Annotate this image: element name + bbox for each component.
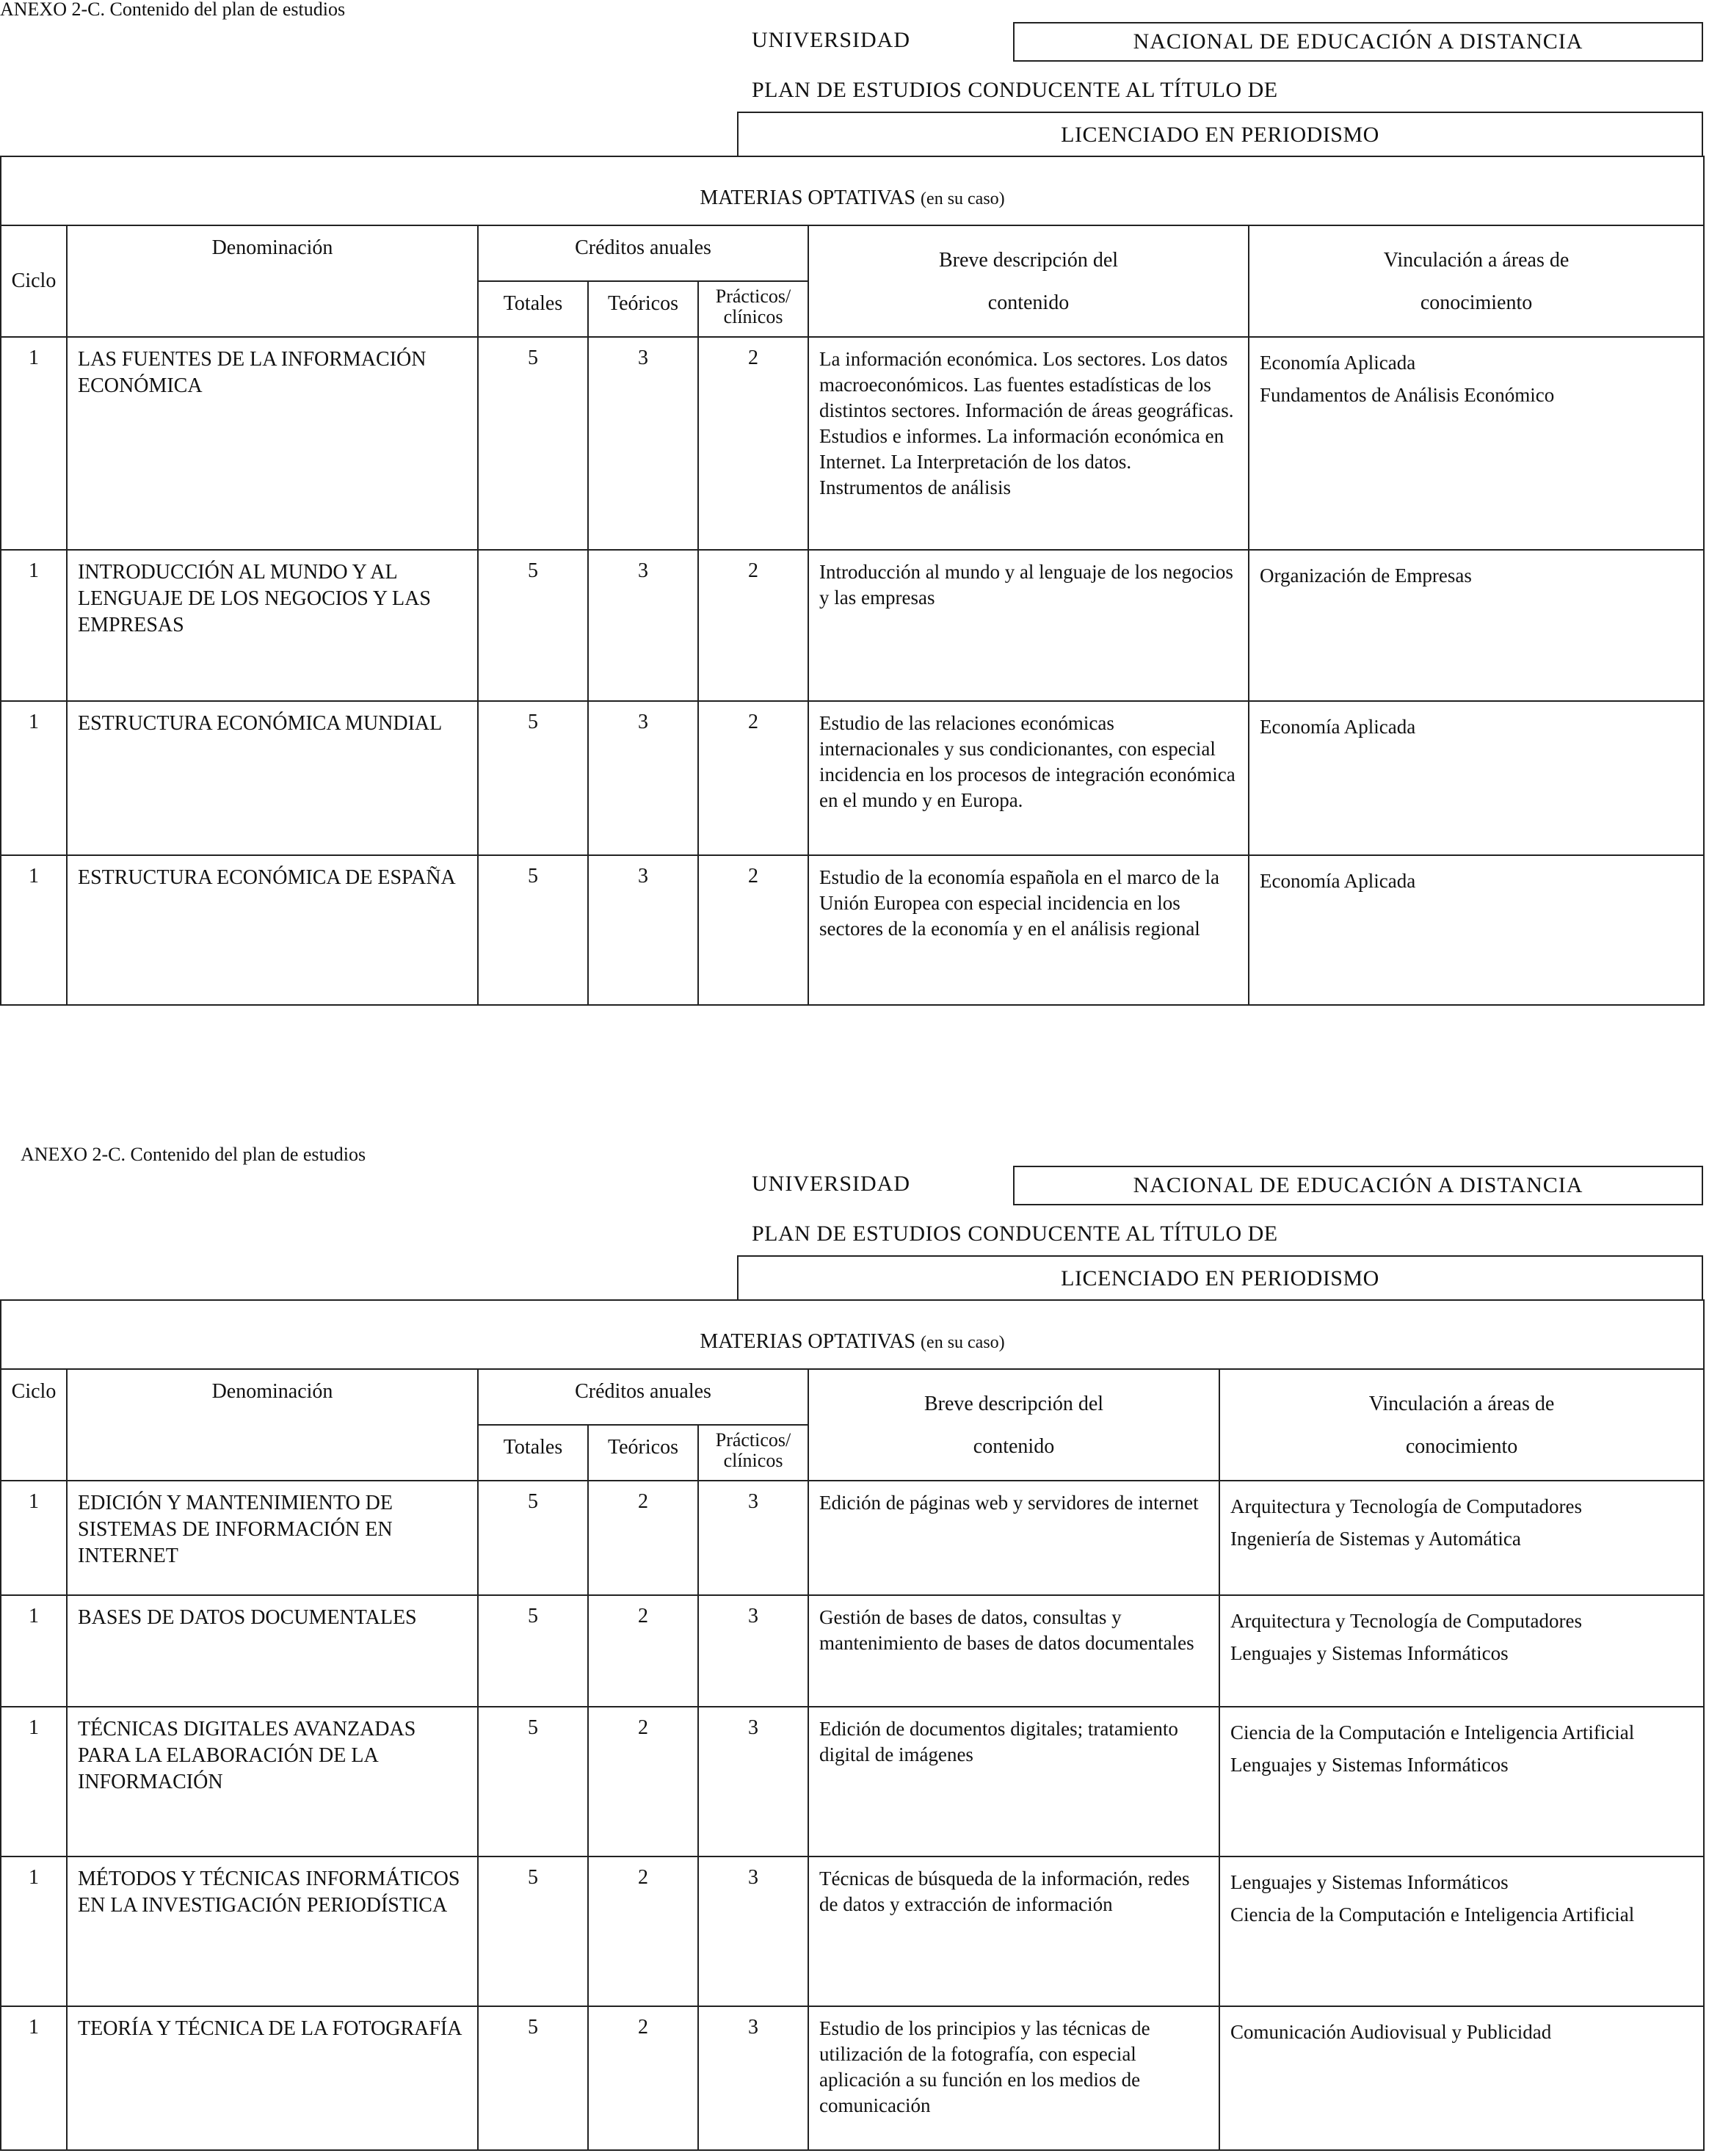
cell-descripcion: La información económica. Los sectores. Los datos macroeconómicos. Las fuentes estadísticas de los distintos sectores. Información de áreas geográficas. Estudios e informes. La información económica en Internet. La Interpretación de los datos. Instrumentos de análisis — [808, 337, 1249, 550]
cell-denominacion: ESTRUCTURA ECONÓMICA MUNDIAL — [67, 701, 478, 855]
cell-practicos: 3 — [698, 1481, 808, 1595]
cell-descripcion: Gestión de bases de datos, consultas y mantenimiento de bases de datos documentales — [808, 1595, 1219, 1707]
header-descripcion — [808, 225, 1249, 337]
header-vinculacion — [1219, 1369, 1704, 1481]
cell-ciclo: 1 — [1, 337, 67, 550]
cell-totales: 5 — [478, 701, 588, 855]
header-practicos — [698, 281, 808, 337]
materias-table — [0, 1299, 1705, 2151]
area-item: Economía Aplicada — [1260, 870, 1416, 892]
universidad-label: UNIVERSIDAD — [752, 28, 910, 52]
plan-section-2 — [0, 1144, 1709, 2156]
cell-practicos: 2 — [698, 855, 808, 1005]
table-row — [1, 701, 1704, 855]
cell-areas — [1219, 1595, 1704, 1707]
cell-areas — [1249, 550, 1704, 701]
header-creditos — [478, 225, 808, 281]
cell-practicos: 3 — [698, 2006, 808, 2150]
header-totales — [478, 1425, 588, 1481]
area-item: Ingeniería de Sistemas y Automática — [1230, 1528, 1521, 1550]
header-teoricos-text: Teóricos — [607, 1436, 678, 1459]
cell-denominacion: LAS FUENTES DE LA INFORMACIÓN ECONÓMICA — [67, 337, 478, 550]
cell-ciclo: 1 — [1, 1856, 67, 2006]
anexo-title: ANEXO 2-C. Contenido del plan de estudios — [21, 1144, 366, 1165]
cell-totales: 5 — [478, 2006, 588, 2150]
area-item: Lenguajes y Sistemas Informáticos — [1230, 1754, 1509, 1776]
header-ciclo — [1, 1369, 67, 1481]
titulo-box: LICENCIADO EN PERIODISMO — [737, 112, 1703, 156]
plan-section-1 — [0, 0, 1709, 1028]
header-descripcion — [808, 1369, 1219, 1481]
header-denominacion — [67, 225, 478, 337]
header-practicos — [698, 1425, 808, 1481]
cell-teoricos: 2 — [588, 1595, 698, 1707]
cell-teoricos: 2 — [588, 2006, 698, 2150]
area-item: Fundamentos de Análisis Económico — [1260, 384, 1555, 406]
universidad-label: UNIVERSIDAD — [752, 1172, 910, 1196]
cell-teoricos: 2 — [588, 1707, 698, 1856]
header-creditos-text: Créditos anuales — [575, 1380, 711, 1403]
area-item: Organización de Empresas — [1260, 565, 1472, 587]
cell-ciclo: 1 — [1, 1707, 67, 1856]
cell-descripcion: Introducción al mundo y al lenguaje de los negocios y las empresas — [808, 550, 1249, 701]
header-totales — [478, 281, 588, 337]
cell-ciclo: 1 — [1, 550, 67, 701]
cell-denominacion: TEORÍA Y TÉCNICA DE LA FOTOGRAFÍA — [67, 2006, 478, 2150]
cell-areas — [1249, 855, 1704, 1005]
header-vinculacion — [1249, 225, 1704, 337]
area-item: Arquitectura y Tecnología de Computadores — [1230, 1495, 1582, 1517]
area-item: Lenguajes y Sistemas Informáticos — [1230, 1871, 1509, 1893]
header-denominacion-text: Denominación — [211, 1380, 333, 1403]
table-row — [1, 1707, 1704, 1856]
cell-totales: 5 — [478, 1481, 588, 1595]
cell-practicos: 2 — [698, 701, 808, 855]
universidad-box: NACIONAL DE EDUCACIÓN A DISTANCIA — [1013, 22, 1703, 62]
cell-teoricos: 3 — [588, 855, 698, 1005]
area-item: Lenguajes y Sistemas Informáticos — [1230, 1642, 1509, 1664]
table-title-text: MATERIAS OPTATIVAS — [700, 186, 916, 209]
cell-teoricos: 3 — [588, 550, 698, 701]
cell-denominacion: INTRODUCCIÓN AL MUNDO Y AL LENGUAJE DE LOS NEGOCIOS Y LAS EMPRESAS — [67, 550, 478, 701]
universidad-box: NACIONAL DE EDUCACIÓN A DISTANCIA — [1013, 1166, 1703, 1205]
anexo-title: ANEXO 2-C. Contenido del plan de estudios — [0, 0, 346, 20]
area-item: Arquitectura y Tecnología de Computadores — [1230, 1610, 1582, 1632]
cell-practicos: 3 — [698, 1595, 808, 1707]
cell-ciclo: 1 — [1, 1481, 67, 1595]
header-practicos-text: Prácticos/ clínicos — [715, 1429, 791, 1471]
table-title-text: MATERIAS OPTATIVAS — [700, 1330, 916, 1353]
table-title-note: (en su caso) — [921, 189, 1005, 208]
header-totales-text: Totales — [503, 1436, 563, 1459]
header-teoricos — [588, 1425, 698, 1481]
cell-ciclo: 1 — [1, 855, 67, 1005]
area-item: Ciencia de la Computación e Inteligencia Artificial — [1230, 1721, 1635, 1743]
cell-totales: 5 — [478, 337, 588, 550]
cell-areas — [1249, 337, 1704, 550]
header-descripcion-line2: contenido — [987, 291, 1070, 314]
header-vinculacion-line2: conocimiento — [1420, 291, 1533, 314]
header-ciclo-text: Ciclo — [11, 269, 57, 292]
table-title — [1, 156, 1704, 225]
header-ciclo-text: Ciclo — [11, 1380, 57, 1403]
cell-descripcion: Edición de páginas web y servidores de internet — [808, 1481, 1219, 1595]
cell-practicos: 3 — [698, 1707, 808, 1856]
header-vinculacion-line1: Vinculación a áreas de — [1383, 249, 1570, 272]
cell-ciclo: 1 — [1, 2006, 67, 2150]
header-denominacion-text: Denominación — [211, 236, 333, 259]
header-teoricos — [588, 281, 698, 337]
cell-areas — [1219, 1856, 1704, 2006]
cell-totales: 5 — [478, 1856, 588, 2006]
cell-denominacion: BASES DE DATOS DOCUMENTALES — [67, 1595, 478, 1707]
table-row — [1, 337, 1704, 550]
cell-totales: 5 — [478, 1595, 588, 1707]
header-vinculacion-line1: Vinculación a áreas de — [1368, 1393, 1555, 1415]
table-row — [1, 1856, 1704, 2006]
cell-descripcion: Estudio de la economía española en el marco de la Unión Europea con especial incidencia en los sectores de la economía y en el análisis regional — [808, 855, 1249, 1005]
cell-areas — [1219, 1707, 1704, 1856]
table-row — [1, 1595, 1704, 1707]
cell-ciclo: 1 — [1, 701, 67, 855]
cell-practicos: 3 — [698, 1856, 808, 2006]
cell-descripcion: Estudio de los principios y las técnicas de utilización de la fotografía, con especial aplicación a su función en los medios de comunicación — [808, 2006, 1219, 2150]
cell-practicos: 2 — [698, 550, 808, 701]
cell-ciclo: 1 — [1, 1595, 67, 1707]
cell-practicos: 2 — [698, 337, 808, 550]
table-title-note: (en su caso) — [921, 1333, 1005, 1352]
cell-teoricos: 2 — [588, 1856, 698, 2006]
plan-label: PLAN DE ESTUDIOS CONDUCENTE AL TÍTULO DE — [752, 78, 1278, 102]
cell-denominacion: EDICIÓN Y MANTENIMIENTO DE SISTEMAS DE INFORMACIÓN EN INTERNET — [67, 1481, 478, 1595]
table-row — [1, 2006, 1704, 2150]
header-totales-text: Totales — [503, 292, 563, 315]
plan-label: PLAN DE ESTUDIOS CONDUCENTE AL TÍTULO DE — [752, 1222, 1278, 1246]
cell-denominacion: ESTRUCTURA ECONÓMICA DE ESPAÑA — [67, 855, 478, 1005]
table-row — [1, 855, 1704, 1005]
cell-descripcion: Técnicas de búsqueda de la información, redes de datos y extracción de información — [808, 1856, 1219, 2006]
cell-totales: 5 — [478, 1707, 588, 1856]
table-title — [1, 1300, 1704, 1369]
area-item: Economía Aplicada — [1260, 352, 1416, 374]
cell-areas — [1249, 701, 1704, 855]
cell-teoricos: 3 — [588, 701, 698, 855]
cell-teoricos: 3 — [588, 337, 698, 550]
header-descripcion-line2: contenido — [973, 1435, 1055, 1458]
cell-totales: 5 — [478, 855, 588, 1005]
cell-descripcion: Estudio de las relaciones económicas internacionales y sus condicionantes, con especial incidencia en los procesos de integración económica en el mundo y en Europa. — [808, 701, 1249, 855]
table-row — [1, 550, 1704, 701]
cell-teoricos: 2 — [588, 1481, 698, 1595]
area-item: Comunicación Audiovisual y Publicidad — [1230, 2021, 1552, 2043]
cell-areas — [1219, 2006, 1704, 2150]
cell-totales: 5 — [478, 550, 588, 701]
cell-descripcion: Edición de documentos digitales; tratamiento digital de imágenes — [808, 1707, 1219, 1856]
header-vinculacion-line2: conocimiento — [1405, 1435, 1518, 1458]
header-descripcion-line1: Breve descripción del — [924, 1393, 1104, 1415]
header-denominacion — [67, 1369, 478, 1481]
area-item: Ciencia de la Computación e Inteligencia Artificial — [1230, 1903, 1635, 1925]
materias-table — [0, 156, 1705, 1006]
header-teoricos-text: Teóricos — [607, 292, 678, 315]
cell-denominacion: TÉCNICAS DIGITALES AVANZADAS PARA LA ELABORACIÓN DE LA INFORMACIÓN — [67, 1707, 478, 1856]
titulo-box: LICENCIADO EN PERIODISMO — [737, 1255, 1703, 1299]
cell-denominacion: MÉTODOS Y TÉCNICAS INFORMÁTICOS EN LA INVESTIGACIÓN PERIODÍSTICA — [67, 1856, 478, 2006]
area-item: Economía Aplicada — [1260, 716, 1416, 738]
header-ciclo — [1, 225, 67, 337]
header-creditos-text: Créditos anuales — [575, 236, 711, 259]
cell-areas — [1219, 1481, 1704, 1595]
header-creditos — [478, 1369, 808, 1425]
header-practicos-text: Prácticos/ clínicos — [715, 286, 791, 327]
table-row — [1, 1481, 1704, 1595]
header-descripcion-line1: Breve descripción del — [938, 249, 1119, 272]
